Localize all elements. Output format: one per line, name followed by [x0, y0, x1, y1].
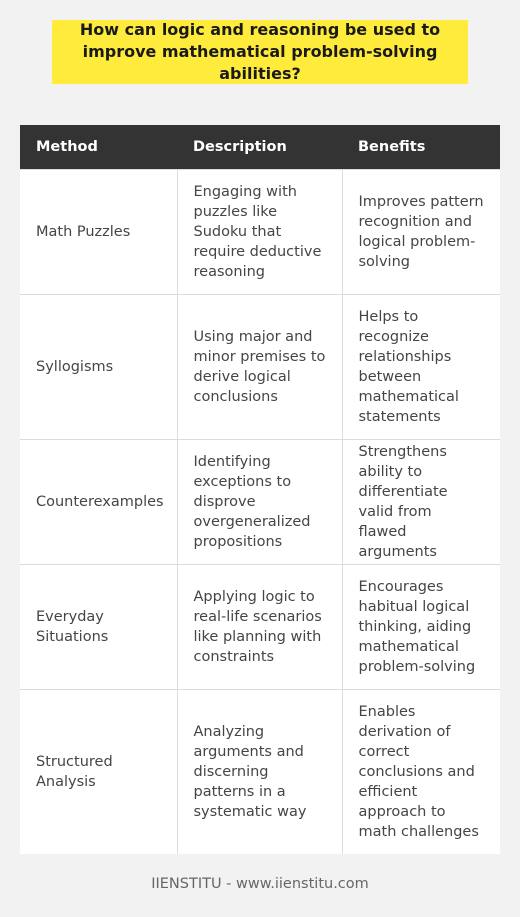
- description-cell: Using major and minor premises to derive logical conclusions: [177, 295, 342, 440]
- method-cell: Counterexamples: [20, 440, 177, 565]
- table-row: [20, 295, 500, 440]
- description-cell: Engaging with puzzles like Sudoku that require deductive reasoning: [177, 170, 342, 295]
- benefits-cell: Helps to recognize relationships between mathematical statements: [342, 295, 500, 440]
- benefits-cell: Strengthens ability to differentiate valid from flawed arguments: [342, 440, 500, 565]
- table-row: [20, 440, 500, 565]
- title-banner: [52, 20, 468, 84]
- benefits-cell: Encourages habitual logical thinking, aiding mathematical problem-solving: [342, 565, 500, 690]
- table-row: [20, 565, 500, 690]
- method-cell: Syllogisms: [20, 295, 177, 440]
- header-description: Description: [177, 125, 342, 170]
- benefits-cell: Enables derivation of correct conclusions and efficient approach to math challenges: [342, 690, 500, 855]
- method-cell: Math Puzzles: [20, 170, 177, 295]
- description-cell: Identifying exceptions to disprove overgeneralized propositions: [177, 440, 342, 565]
- method-cell: Structured Analysis: [20, 690, 177, 855]
- table-row: [20, 690, 500, 855]
- benefits-cell: Improves pattern recognition and logical problem-solving: [342, 170, 500, 295]
- description-cell: Applying logic to real-life scenarios like planning with constraints: [177, 565, 342, 690]
- description-cell: Analyzing arguments and discerning patterns in a systematic way: [177, 690, 342, 855]
- header-benefits: Benefits: [342, 125, 500, 170]
- page-title: How can logic and reasoning be used to improve mathematical problem-solving abilities?: [79, 20, 441, 83]
- method-cell: Everyday Situations: [20, 565, 177, 690]
- header-method: Method: [20, 125, 177, 170]
- table-row: [20, 170, 500, 295]
- table-header-row: [20, 125, 500, 170]
- methods-table: [20, 125, 500, 854]
- footer-credit: IIENSTITU - www.iienstitu.com: [151, 876, 369, 892]
